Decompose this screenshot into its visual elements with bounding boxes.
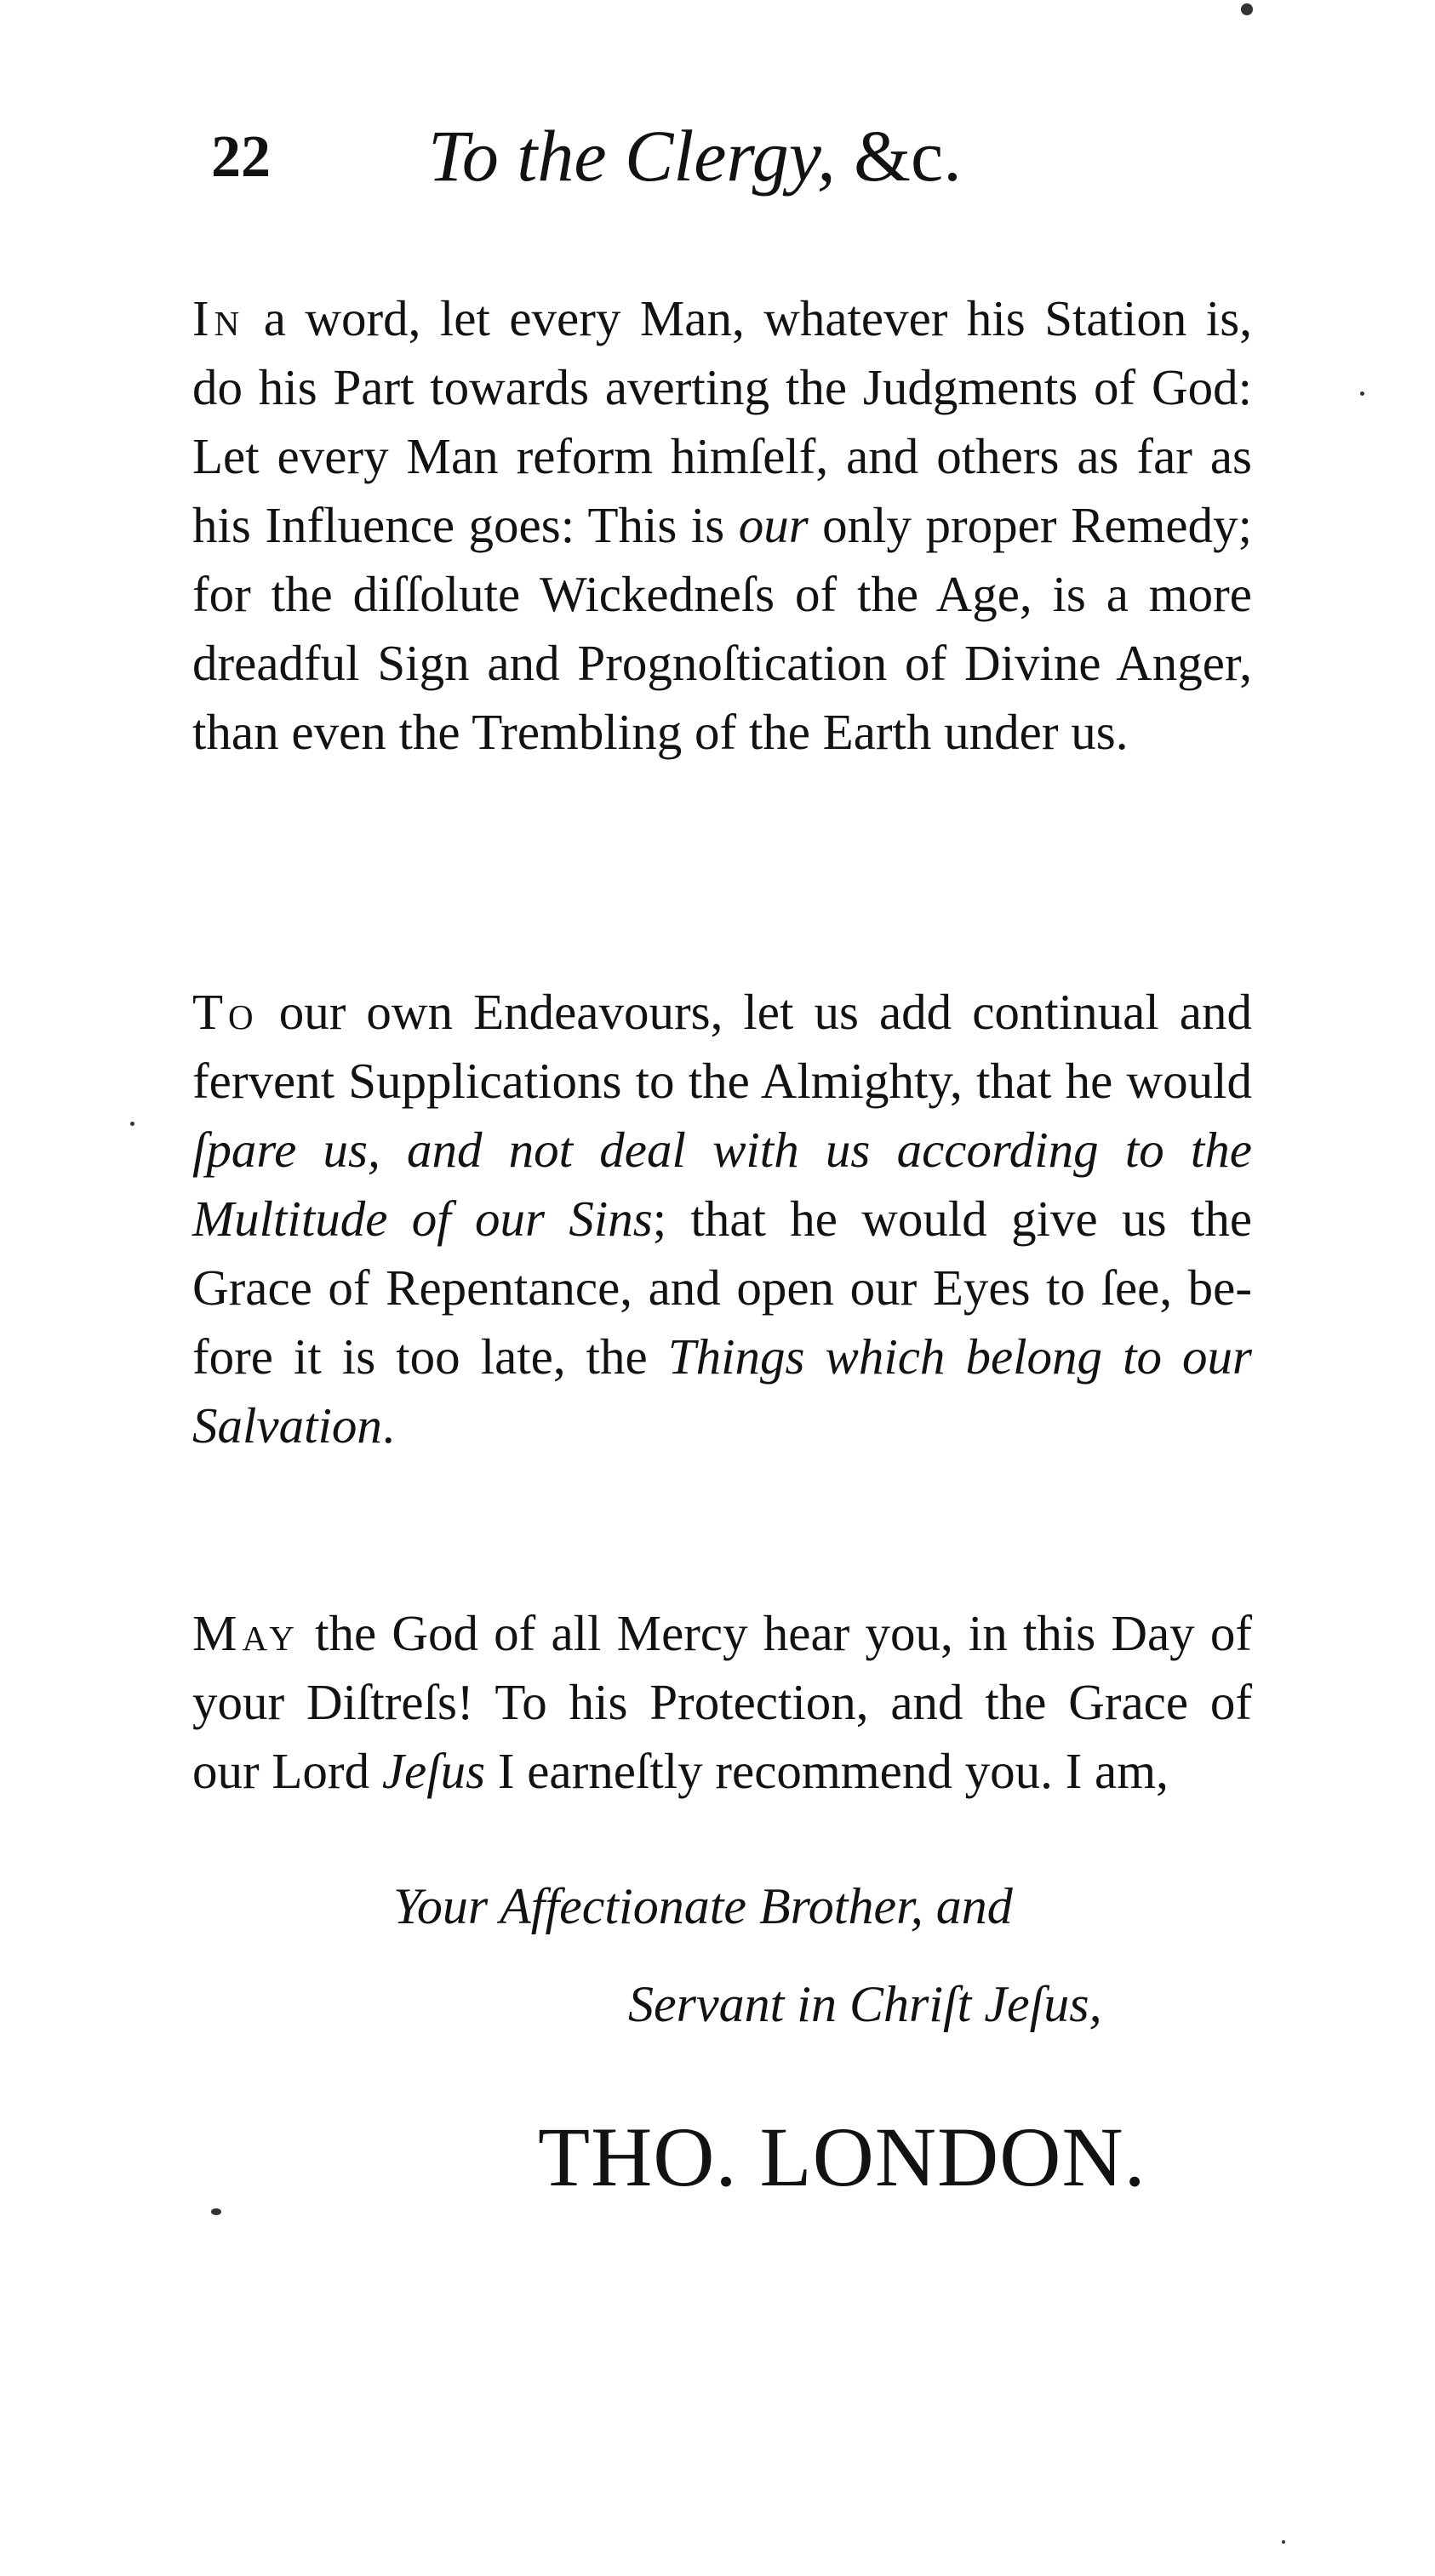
paragraph-2-emphasis-1: ſpare us, and not deal with us according to the Multitude of our Sins — [192, 1122, 1252, 1247]
paragraph-3 — [192, 1599, 1252, 1806]
signature: THO. LONDON. — [538, 2110, 1146, 2204]
running-head — [211, 115, 1258, 213]
paragraph-1-text: a word, let every Man, whatever his Station is, do his Part towards averting the Judgments of God: Let every Man reform himſelf, and others as far as his Influence goes: This is — [192, 290, 1252, 553]
scan-speck — [1360, 391, 1364, 396]
paragraph-1 — [192, 284, 1252, 767]
page-number: 22 — [211, 124, 271, 190]
paragraph-2-text: our own Endeavours, let us add continual and fervent Supplications to the Almighty, that he would — [192, 984, 1252, 1109]
scan-speck — [1282, 2540, 1285, 2544]
paragraph-2-text-2: ; that he would give us the Grace of Repentance, and open our Eyes to ſee, before it is too late, the — [192, 1191, 1253, 1385]
running-title-etc: &c. — [854, 115, 962, 197]
paragraph-2-lead: To — [192, 984, 259, 1040]
paragraph-3-emphasis: Jeſus — [381, 1743, 486, 1799]
paragraph-3-lead: May — [192, 1605, 300, 1661]
scan-speck — [130, 1122, 134, 1126]
paragraph-2-emphasis-2: Things which belong to our Salvation — [192, 1328, 1252, 1454]
running-title-text: To the Clergy, — [428, 115, 836, 197]
scan-speck — [1241, 3, 1253, 15]
closing-line-1: Your Affectionate Brother, and — [393, 1878, 1013, 1934]
running-title — [428, 115, 962, 197]
closing-line-2: Servant in Chriſt Jeſus, — [628, 1976, 1102, 2032]
paragraph-2 — [192, 978, 1252, 1460]
scan-speck — [211, 2208, 221, 2215]
paragraph-3-text: the God of all Mercy hear you, in this Day of your Diſtreſs! To his Protection, and the Grace of our Lord — [192, 1605, 1252, 1799]
paragraph-1-emphasis: our — [738, 497, 809, 553]
paragraph-2-text-3: . — [381, 1397, 395, 1454]
paragraph-1-text-2: only proper Remedy; for the diſſolute Wickedneſs of the Age, is a more dreadful Sign and Prognoſtication of Divine Anger, than even the Trembling of the Earth under us. — [192, 497, 1252, 760]
paragraph-3-text-2: I earneſtly recommend you. I am, — [485, 1743, 1169, 1799]
paragraph-1-lead: In — [192, 290, 245, 346]
